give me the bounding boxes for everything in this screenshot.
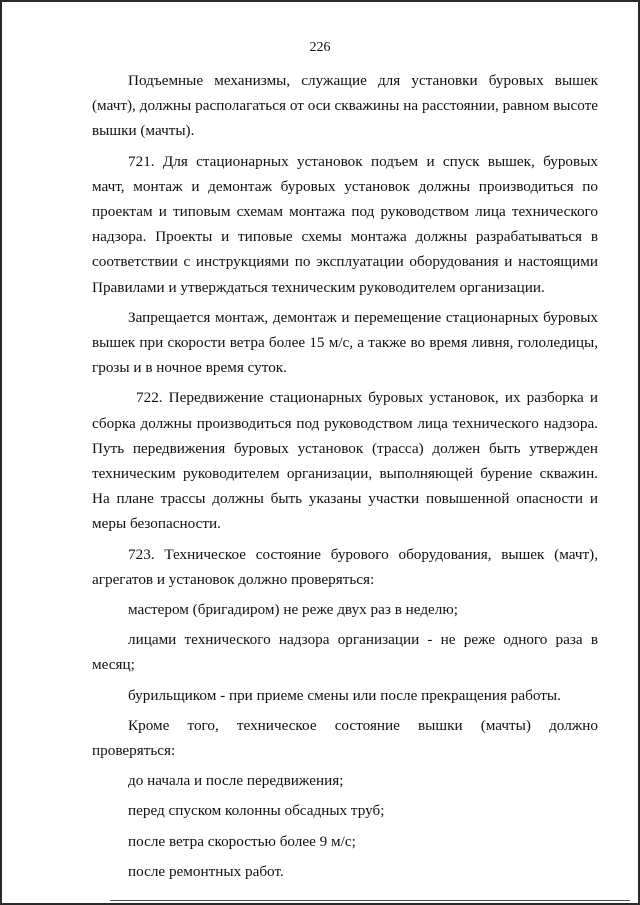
list-item-before-moving: до начала и после передвижения; bbox=[128, 772, 344, 790]
list-item-foreman: мастером (бригадиром) не реже двух раз в неделю; bbox=[128, 601, 458, 619]
scan-border-left bbox=[0, 0, 2, 905]
paragraph-723: 723. Техническое состояние бурового оборудования, вышек (мачт), агрегатов и установок должно проверяться: bbox=[92, 545, 598, 588]
paragraph-722: 722. Передвижение стационарных буровых установок, их разборка и сборка должны производиться под руководством лица технического надзора. Путь передвижения буровых установок (трасса) должен быть утвержден техническим руководителем организации, выполняющей бурение скважин. На плане трассы должны быть указаны участки повышенной опасности и меры безопасности. bbox=[92, 389, 598, 533]
paragraph-prohibition: Запрещается монтаж, демонтаж и перемещение стационарных буровых вышек при скорости ветра более 15 м/с, а также во время ливня, гололедицы, грозы и в ночное время суток. bbox=[92, 308, 598, 377]
list-item-casing: перед спуском колонны обсадных труб; bbox=[128, 802, 385, 820]
page-number: 226 bbox=[309, 40, 331, 55]
list-item-repair: после ремонтных работ. bbox=[128, 862, 284, 880]
list-item-supervision: лицами технического надзора организации - не реже одного раза в месяц; bbox=[92, 631, 598, 674]
body-text bbox=[92, 68, 598, 884]
scan-border-top bbox=[0, 0, 640, 2]
list-item-wind: после ветра скоростью более 9 м/с; bbox=[128, 832, 356, 850]
bottom-rule bbox=[110, 900, 630, 901]
paragraph-additionally: Кроме того, техническое состояние вышки (мачты) должно проверяться: bbox=[92, 716, 598, 760]
paragraph-hoisting-mechanisms: Подъемные механизмы, служащие для установки буровых вышек (мачт), должны располагаться от оси скважины на расстоянии, равном высоте вышки (мачты). bbox=[92, 72, 598, 140]
paragraph-721: 721. Для стационарных установок подъем и спуск вышек, буровых мачт, монтаж и демонтаж буровых установок должны производиться по проектам и типовым схемам монтажа под руководством лица технического надзора. Проекты и типовые схемы монтажа должны разрабатываться в соответствии с инструкциями по эксплуатации оборудования и настоящими Правилами и утверждаться техническим руководителем организации. bbox=[92, 152, 598, 296]
list-item-driller: бурильщиком - при приеме смены или после прекращения работы. bbox=[128, 686, 561, 704]
